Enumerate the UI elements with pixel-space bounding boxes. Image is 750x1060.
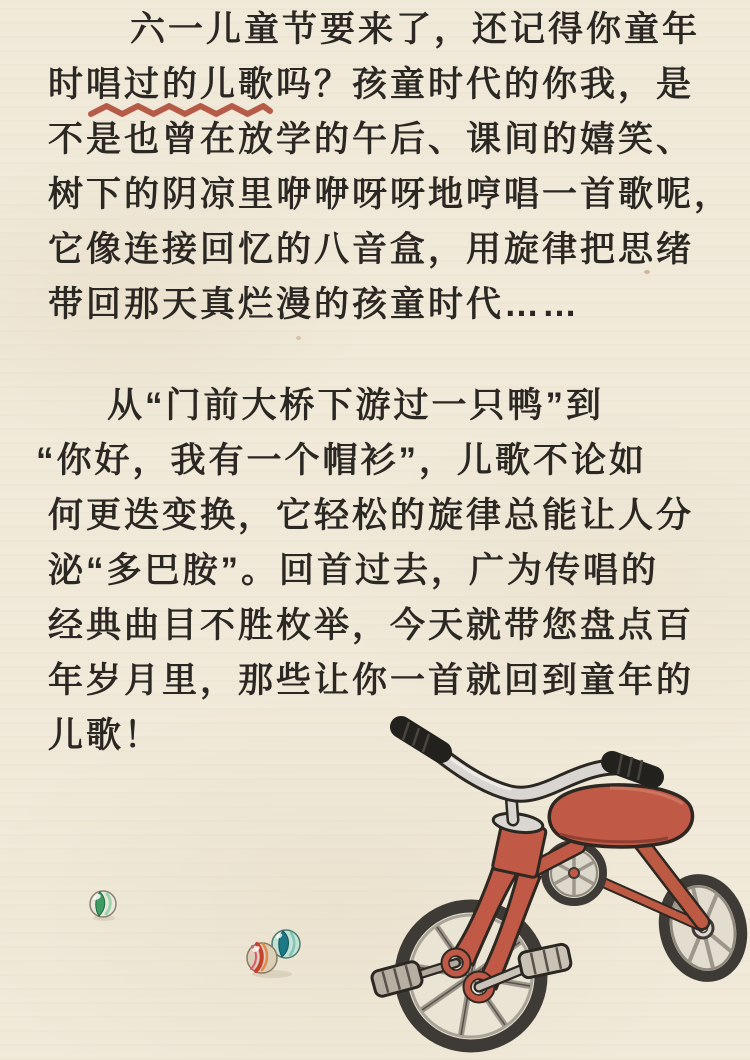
underlined-phrase	[86, 57, 276, 112]
head-tube	[492, 794, 547, 878]
paper-speck	[296, 336, 301, 340]
red-marble	[247, 943, 277, 973]
text-line: 年岁月里，那些让你一首就回到童年的	[48, 661, 695, 700]
paragraph-1	[48, 2, 733, 332]
text-line: 不是也曾在放学的午后、课间的嬉笑、	[48, 120, 695, 159]
text-line: 泌“多巴胺”。回首过去，广为传唱的	[48, 551, 660, 590]
text-line: 从“门前大桥下游过一只鸭”到	[107, 386, 605, 425]
tricycle-illustration	[360, 700, 750, 1060]
text-line: 经典曲目不胜枚举，今天就带您盘点百	[48, 606, 695, 645]
text-segment: 吗？孩童时代的你我，是	[276, 65, 695, 104]
text-line: “你好，我有一个帽衫”，儿歌不论如	[36, 441, 648, 480]
text-line	[48, 57, 728, 112]
text-segment: 唱过的儿歌	[86, 65, 277, 104]
marbles-illustration	[60, 880, 320, 990]
text-line: 它像连接回忆的八音盒，用旋律把思绪	[48, 230, 695, 269]
text-line: 何更迭变换，它轻松的旋律总能让人分	[48, 496, 695, 535]
text-line: 带回那天真烂漫的孩童时代……	[48, 285, 581, 324]
green-marble	[90, 891, 116, 917]
wavy-underline	[87, 102, 273, 118]
text-line: 树下的阴凉里咿咿呀呀地哼唱一首歌呢，	[48, 175, 733, 214]
text-segment: 时	[48, 65, 87, 104]
text-line: 儿歌！	[48, 716, 163, 755]
text-line: 六一儿童节要来了，还记得你童年	[130, 10, 701, 49]
seat	[549, 785, 692, 847]
